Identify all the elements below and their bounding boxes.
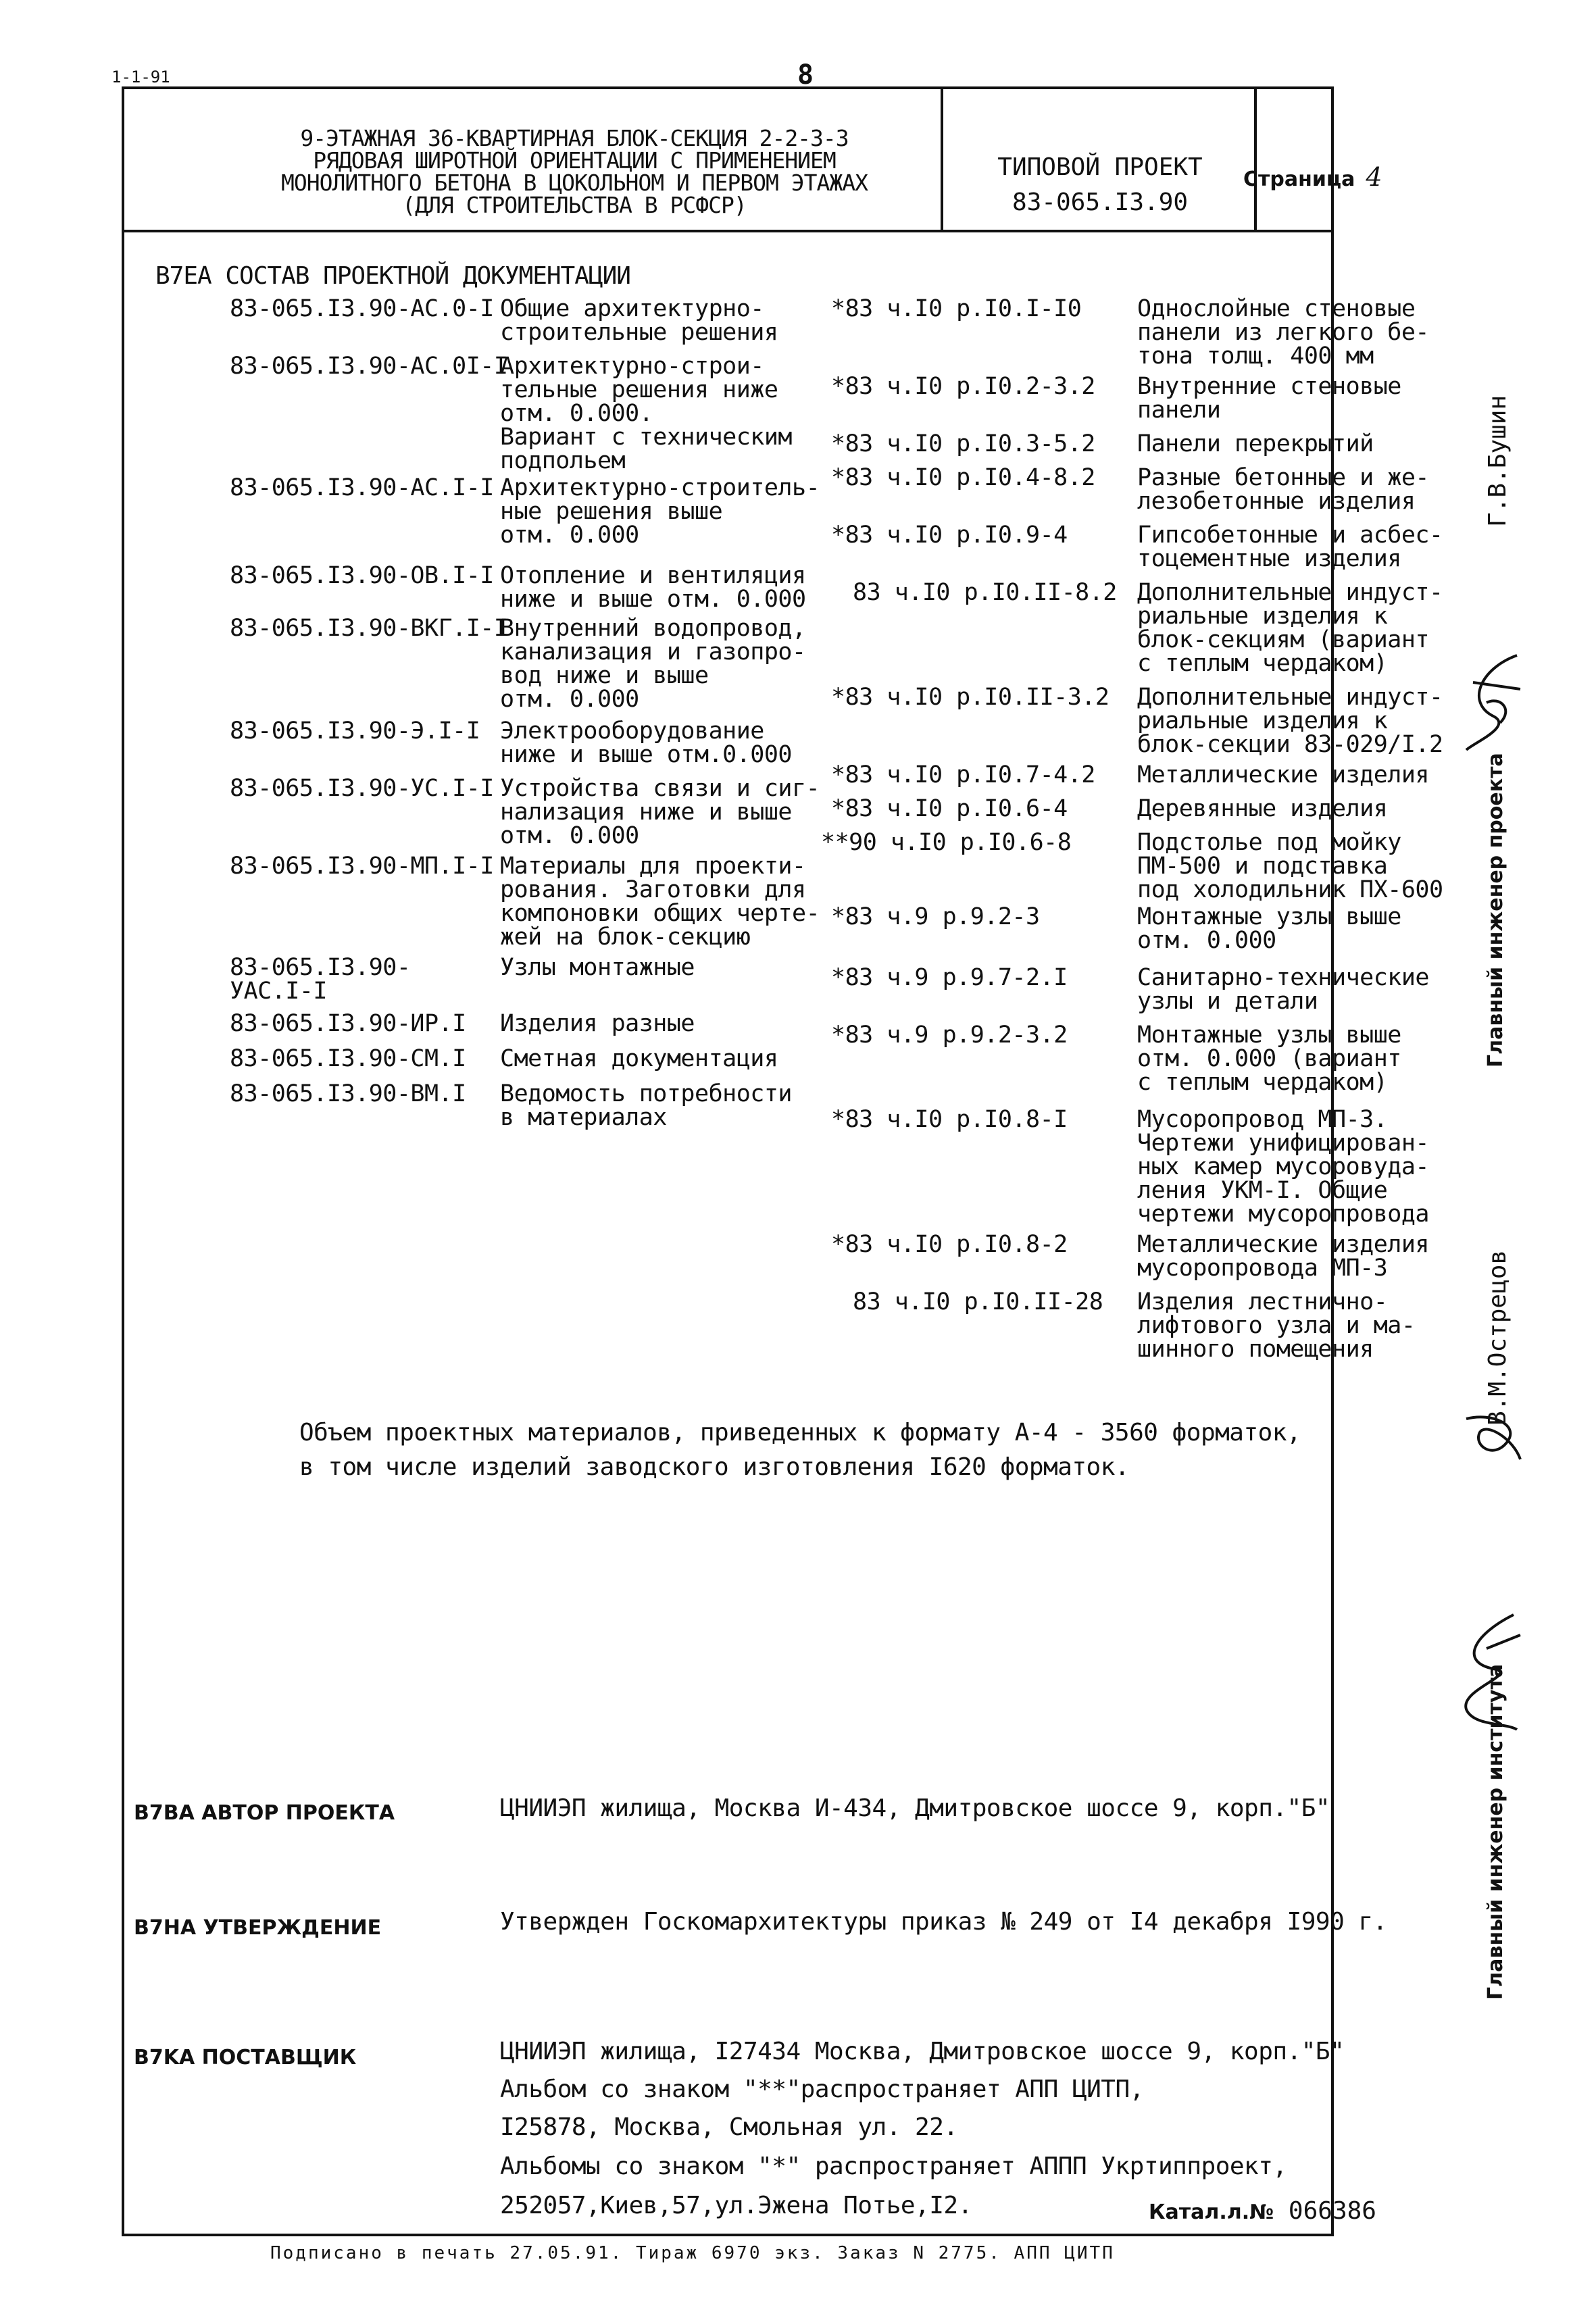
album-reference: *83 ч.I0 р.I0.3-5.2 bbox=[831, 430, 1095, 457]
album-description: узлы и детали bbox=[1137, 988, 1318, 1015]
page-value: 4 bbox=[1366, 162, 1382, 192]
doc-code: 83-065.I3.90-АС.I-I bbox=[230, 474, 494, 501]
doc-name: отм. 0.000. bbox=[500, 400, 653, 427]
doc-name: Внутренний водопровод, bbox=[500, 615, 806, 642]
album-description: Металлические изделия bbox=[1137, 1231, 1430, 1258]
album-reference: **90 ч.I0 р.I0.6-8 bbox=[821, 829, 1072, 856]
chief-project-label: Главный инженер проекта bbox=[1484, 753, 1507, 1067]
album-description: тона толщ. 400 мм bbox=[1137, 343, 1374, 370]
album-description: ПМ-500 и подставка bbox=[1137, 853, 1388, 880]
doc-name: Устройства связи и сиг- bbox=[500, 775, 820, 802]
doc-name: отм. 0.000 bbox=[500, 686, 639, 713]
doc-code: 83-065.I3.90-ОВ.I-I bbox=[230, 562, 494, 589]
doc-code: 83-065.I3.90-ВМ.I bbox=[230, 1080, 466, 1107]
album-reference: *83 ч.I0 р.I0.8-I bbox=[831, 1106, 1068, 1133]
album-reference: *83 ч.I0 р.I0.4-8.2 bbox=[831, 464, 1095, 491]
album-description: Однослойные стеновые bbox=[1137, 295, 1416, 322]
doc-code: 83-065.I3.90-АС.0-I bbox=[230, 295, 494, 322]
doc-name: жей на блок-секцию bbox=[500, 924, 751, 951]
album-description: мусоропровода МП-3 bbox=[1137, 1255, 1388, 1282]
album-description: блок-секциям (вариант bbox=[1137, 626, 1430, 653]
project-code: 83-065.I3.90 bbox=[1012, 188, 1189, 216]
album-reference: *83 ч.I0 р.I0.I-I0 bbox=[831, 295, 1082, 322]
supplier-line: I25878, Москва, Смольная ул. 22. bbox=[500, 2113, 958, 2141]
album-description: Дополнительные индуст- bbox=[1137, 579, 1443, 606]
doc-name: Общие архитектурно- bbox=[500, 295, 764, 322]
page-label: Страница bbox=[1243, 168, 1355, 191]
album-description: Разные бетонные и же- bbox=[1137, 464, 1430, 491]
doc-code: 83-065.I3.90-АС.0I-I bbox=[230, 353, 508, 380]
project-type: ТИПОВОЙ ПРОЕКТ bbox=[997, 153, 1203, 181]
doc-code: 83-065.I3.90-СМ.I bbox=[230, 1045, 466, 1072]
doc-name: тельные решения ниже bbox=[500, 376, 778, 403]
doc-name: Материалы для проекти- bbox=[500, 853, 806, 880]
doc-name: нализация ниже и выше bbox=[500, 799, 793, 826]
album-description: панели bbox=[1137, 397, 1221, 424]
doc-name: строительные решения bbox=[500, 319, 778, 346]
doc-code: УАС.I-I bbox=[230, 978, 328, 1005]
doc-name: отм. 0.000 bbox=[500, 822, 639, 849]
doc-name: отм. 0.000 bbox=[500, 522, 639, 549]
chief-institute-label: Главный инженер института bbox=[1484, 1663, 1507, 2000]
album-reference: *83 ч.I0 р.I0.8-2 bbox=[831, 1231, 1068, 1258]
doc-name: Отопление и вентиляция bbox=[500, 562, 806, 589]
album-description: с теплым чердаком) bbox=[1137, 1069, 1388, 1096]
album-reference: *83 ч.I0 р.I0.II-3.2 bbox=[831, 684, 1109, 711]
title-line: МОНОЛИТНОГО БЕТОНА В ЦОКОЛЬНОМ И ПЕРВОМ ЭТАЖАХ bbox=[281, 170, 868, 196]
catalog-value: 066386 bbox=[1288, 2197, 1376, 2225]
doc-name: ниже и выше отм.0.000 bbox=[500, 741, 793, 768]
title-line: 9-ЭТАЖНАЯ 36-КВАРТИРНАЯ БЛОК-СЕКЦИЯ 2-2-3-3 bbox=[300, 125, 849, 151]
album-description: лезобетонные изделия bbox=[1137, 488, 1416, 515]
header-divider bbox=[122, 230, 1334, 232]
project-title bbox=[203, 127, 946, 216]
catalog-number bbox=[1149, 2197, 1376, 2225]
author-label: B7BA АВТОР ПРОЕКТА bbox=[134, 1801, 395, 1825]
doc-code: 83-065.I3.90-Э.I-I bbox=[230, 718, 480, 745]
doc-name: Сметная документация bbox=[500, 1045, 778, 1072]
album-reference: *83 ч.I0 р.I0.6-4 bbox=[831, 795, 1068, 822]
doc-name: вод ниже и выше bbox=[500, 662, 709, 689]
album-description: панели из легкого бе- bbox=[1137, 319, 1430, 346]
album-description: Изделия лестнично- bbox=[1137, 1288, 1388, 1315]
album-description: тоцементные изделия bbox=[1137, 545, 1401, 572]
album-description: Чертежи унифицирован- bbox=[1137, 1130, 1430, 1157]
chief-institute-name: В.М.Острецов bbox=[1484, 1249, 1512, 1426]
album-description: Гипсобетонные и асбес- bbox=[1137, 522, 1443, 549]
section-title: B7EA СОСТАВ ПРОЕКТНОЙ ДОКУМЕНТАЦИИ bbox=[155, 262, 630, 290]
supplier-line: Альбом со знаком "**"распространяет АПП ЦИТП, bbox=[500, 2076, 1144, 2103]
doc-code: 83-065.I3.90-МП.I-I bbox=[230, 853, 494, 880]
page-label-block bbox=[1243, 162, 1382, 192]
album-reference: *83 ч.9 р.9.7-2.I bbox=[831, 964, 1068, 991]
album-description: Подстолье под мойку bbox=[1137, 829, 1401, 856]
album-description: Монтажные узлы выше bbox=[1137, 903, 1401, 930]
album-description: лифтового узла и ма- bbox=[1137, 1312, 1416, 1339]
supplier-line: ЦНИИЭП жилища, I27434 Москва, Дмитровское шоссе 9, корп."Б" bbox=[500, 2038, 1345, 2065]
volume-line: Объем проектных материалов, приведенных к формату А-4 - 3560 форматок, bbox=[299, 1419, 1301, 1447]
album-description: Санитарно-технические bbox=[1137, 964, 1430, 991]
album-reference: 83 ч.I0 р.I0.II-28 bbox=[853, 1288, 1103, 1315]
doc-name: Узлы монтажные bbox=[500, 954, 695, 981]
signature-chief-institute-1 bbox=[1453, 1405, 1534, 1466]
album-reference: *83 ч.I0 р.I0.7-4.2 bbox=[831, 761, 1095, 788]
doc-name: Вариант с техническим bbox=[500, 424, 793, 451]
album-description: Панели перекрытий bbox=[1137, 430, 1374, 457]
album-description: отм. 0.000 bbox=[1137, 927, 1276, 954]
doc-name: Архитектурно-строитель- bbox=[500, 474, 820, 501]
supplier-label: B7KA ПОСТАВЩИК bbox=[134, 2046, 357, 2069]
title-line: (ДЛЯ СТРОИТЕЛЬСТВА В РСФСР) bbox=[402, 192, 747, 218]
corner-mark: 1-1-91 bbox=[111, 68, 170, 86]
approval-value: Утвержден Госкомархитектуры приказ № 249 от I4 декабря I990 г. bbox=[500, 1908, 1387, 1936]
doc-name: Электрооборудование bbox=[500, 718, 764, 745]
album-description: с теплым чердаком) bbox=[1137, 650, 1388, 677]
doc-name: ниже и выше отм. 0.000 bbox=[500, 586, 806, 613]
album-reference: *83 ч.9 р.9.2-3 bbox=[831, 903, 1040, 930]
page-number: 8 bbox=[797, 59, 814, 91]
print-footer: Подписано в печать 27.05.91. Тираж 6970 экз. Заказ N 2775. АПП ЦИТП bbox=[270, 2243, 1115, 2263]
album-reference: *83 ч.I0 р.I0.9-4 bbox=[831, 522, 1068, 549]
supplier-line: Альбомы со знаком "*" распространяет АППП Укртиппроект, bbox=[500, 2153, 1287, 2180]
album-description: Деревянные изделия bbox=[1137, 795, 1388, 822]
header-col-divider-2 bbox=[1254, 86, 1257, 231]
doc-code: 83-065.I3.90- bbox=[230, 954, 411, 981]
doc-name: ные решения выше bbox=[500, 498, 723, 525]
album-description: блок-секции 83-029/I.2 bbox=[1137, 731, 1443, 758]
project-type-block bbox=[946, 150, 1254, 220]
doc-code: 83-065.I3.90-ВКГ.I-I bbox=[230, 615, 508, 642]
chief-project-name: Г.В.Бушин bbox=[1484, 395, 1512, 527]
doc-code: 83-065.I3.90-УС.I-I bbox=[230, 775, 494, 802]
doc-name: Изделия разные bbox=[500, 1010, 695, 1037]
album-description: Металлические изделия bbox=[1137, 761, 1430, 788]
album-description: Монтажные узлы выше bbox=[1137, 1022, 1401, 1049]
album-reference: *83 ч.I0 р.I0.2-3.2 bbox=[831, 373, 1095, 400]
volume-line: в том числе изделий заводского изготовления I620 форматок. bbox=[299, 1453, 1130, 1481]
doc-name: Архитектурно-строи- bbox=[500, 353, 764, 380]
album-description: отм. 0.000 (вариант bbox=[1137, 1045, 1401, 1072]
doc-name: рования. Заготовки для bbox=[500, 876, 806, 903]
album-description: ных камер мусоровуда- bbox=[1137, 1153, 1430, 1180]
approval-label: B7HA УТВЕРЖДЕНИЕ bbox=[134, 1916, 382, 1940]
album-reference: 83 ч.I0 р.I0.II-8.2 bbox=[853, 579, 1117, 606]
album-description: шинного помещения bbox=[1137, 1336, 1374, 1363]
album-description: Мусоропровод МП-3. bbox=[1137, 1106, 1388, 1133]
signature-chief-institute-2 bbox=[1446, 1608, 1534, 1736]
author-value: ЦНИИЭП жилища, Москва И-434, Дмитровское шоссе 9, корп."Б" bbox=[500, 1794, 1330, 1822]
catalog-label: Катал.л.№ bbox=[1149, 2200, 1274, 2224]
doc-name: компоновки общих черте- bbox=[500, 900, 820, 927]
doc-code: 83-065.I3.90-ИР.I bbox=[230, 1010, 466, 1037]
doc-name: подпольем bbox=[500, 447, 626, 474]
album-description: под холодильник ПХ-600 bbox=[1137, 876, 1443, 903]
doc-name: Ведомость потребности bbox=[500, 1080, 793, 1107]
doc-name: канализация и газопро- bbox=[500, 638, 806, 665]
supplier-line: 252057,Киев,57,ул.Эжена Потье,I2. bbox=[500, 2192, 972, 2219]
album-reference: *83 ч.9 р.9.2-3.2 bbox=[831, 1022, 1068, 1049]
album-description: Внутренние стеновые bbox=[1137, 373, 1401, 400]
album-description: риальные изделия к bbox=[1137, 707, 1388, 734]
title-line: РЯДОВАЯ ШИРОТНОЙ ОРИЕНТАЦИИ С ПРИМЕНЕНИЕМ bbox=[313, 147, 836, 174]
album-description: чертежи мусоропровода bbox=[1137, 1201, 1430, 1228]
album-description: ления УКМ-I. Общие bbox=[1137, 1177, 1388, 1204]
album-description: Дополнительные индуст- bbox=[1137, 684, 1443, 711]
album-description: риальные изделия к bbox=[1137, 603, 1388, 630]
signature-chief-project bbox=[1453, 642, 1534, 757]
doc-name: в материалах bbox=[500, 1104, 667, 1131]
